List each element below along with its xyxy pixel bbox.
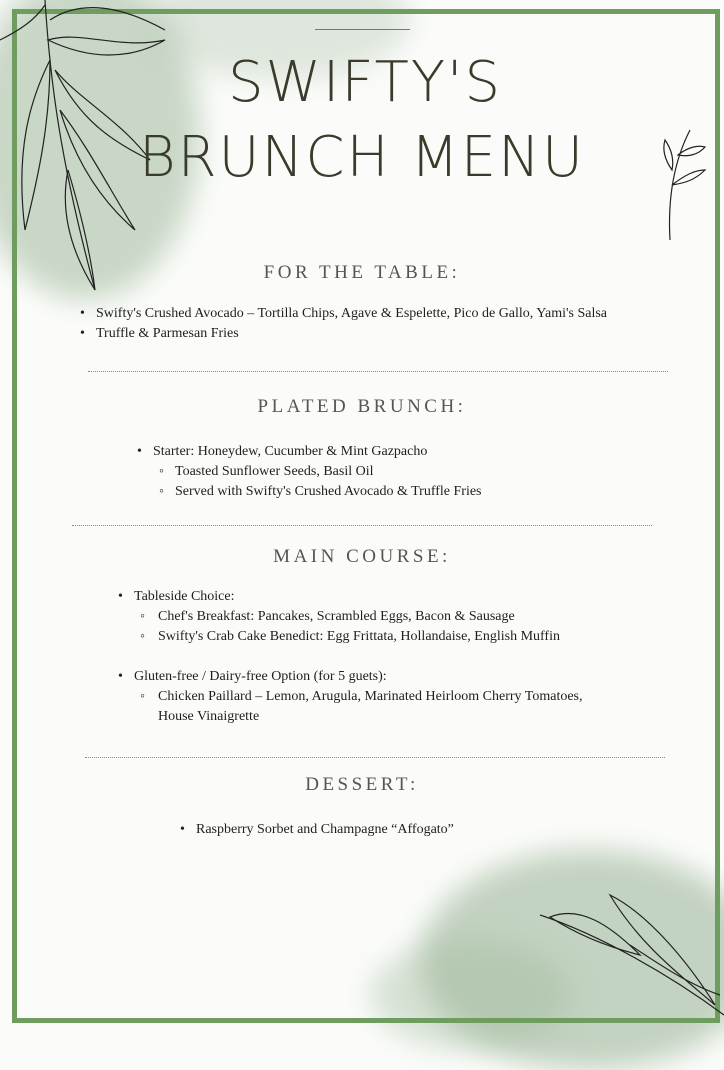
list-item: • Raspberry Sorbet and Champagne “Affogato” <box>178 820 454 840</box>
list-item: • Truffle & Parmesan Fries <box>78 324 607 344</box>
section-divider <box>72 525 652 526</box>
title-line-1: SWIFTY'S <box>227 50 502 115</box>
sub-list-item: ◦ Chicken Paillard – Lemon, Arugula, Marinated Heirloom Cherry Tomatoes, <box>116 687 583 707</box>
section-heading-dessert: DESSERT: <box>305 774 419 795</box>
section-heading-plated-brunch: PLATED BRUNCH: <box>257 396 467 417</box>
sub-list-item: ◦ Chef's Breakfast: Pancakes, Scrambled Eggs, Bacon & Sausage <box>116 607 583 627</box>
main-course-list <box>116 587 583 727</box>
list-item: • Gluten-free / Dairy-free Option (for 5 guets): <box>116 667 583 687</box>
sub-list-item-continued: House Vinaigrette <box>158 709 260 724</box>
list-item: • Tableside Choice: <box>116 587 583 607</box>
spacer <box>116 647 583 667</box>
section-divider <box>88 371 668 372</box>
title-divider <box>315 29 410 30</box>
sub-list-item: ◦ Served with Swifty's Crushed Avocado & Truffle Fries <box>135 482 482 502</box>
dessert-list <box>178 820 454 840</box>
title-line-2: BRUNCH MENU <box>138 125 586 190</box>
sub-list-item: ◦ Swifty's Crab Cake Benedict: Egg Frittata, Hollandaise, English Muffin <box>116 627 583 647</box>
list-item: • Starter: Honeydew, Cucumber & Mint Gazpacho <box>135 442 482 462</box>
section-heading-main-course: MAIN COURSE: <box>273 546 451 567</box>
section-divider <box>85 757 665 758</box>
sub-list-item: ◦ Toasted Sunflower Seeds, Basil Oil <box>135 462 482 482</box>
for-the-table-list <box>78 304 607 344</box>
leaf-branch-bottom-right-icon <box>540 885 724 1024</box>
plated-brunch-list <box>135 442 482 502</box>
section-heading-for-the-table: FOR THE TABLE: <box>263 262 461 283</box>
list-item: • Swifty's Crushed Avocado – Tortilla Chips, Agave & Espelette, Pico de Gallo, Yami's Salsa <box>78 304 607 324</box>
